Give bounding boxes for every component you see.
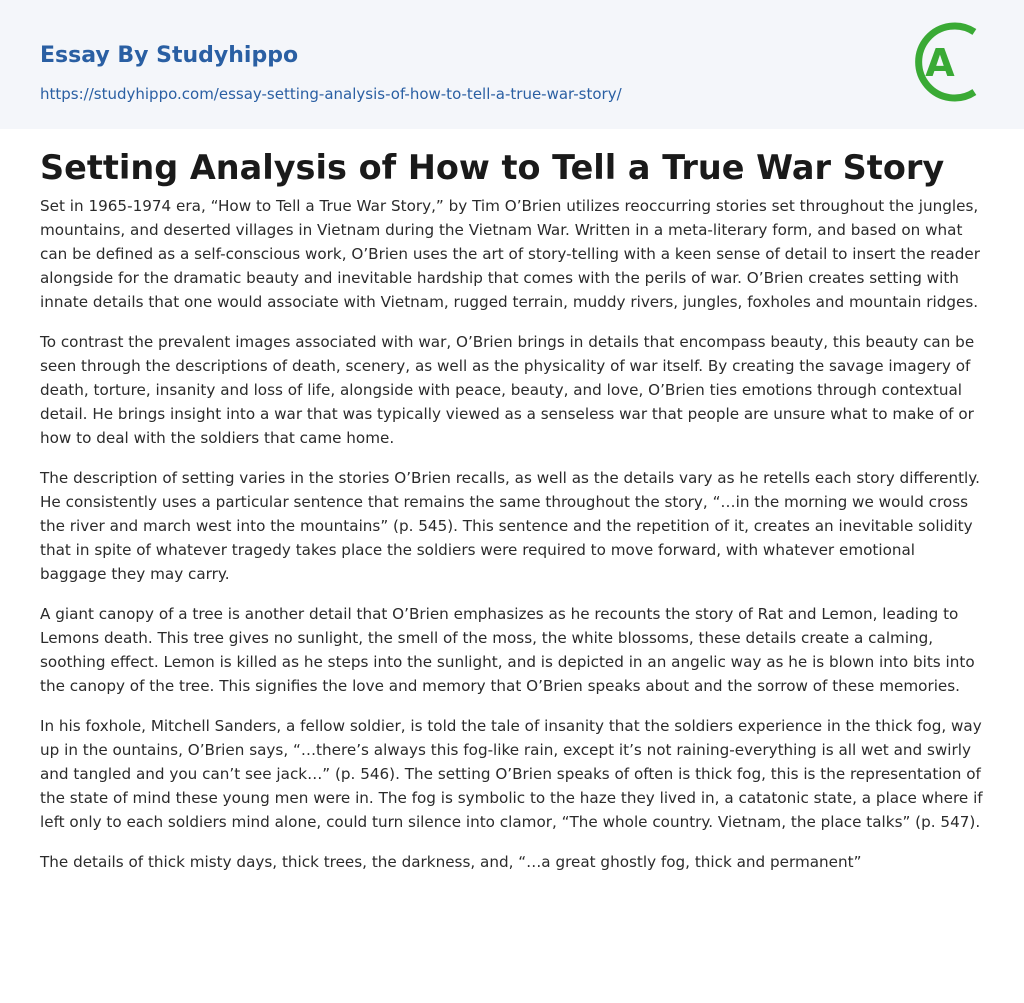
- article-paragraph: In his foxhole, Mitchell Sanders, a fellow soldier, is told the tale of insanity that the soldiers experience in the thick fog, way up in the ountains, O’Brien says, “…there’s always this fog-like rain, except it’s not raining-everything is all wet and swirly and tangled and you can’t see jack…” (p. 546). The setting O’Brien speaks of often is thick fog, this is the representation of the state of mind these young men were in. The fog is symbolic to the haze they lived in, a catatonic state, a place where if left only to each soldiers mind alone, could turn silence into clamor, “The whole country. Vietnam, the place talks” (p. 547).: [40, 717, 983, 831]
- site-header: [0, 0, 1024, 129]
- site-name[interactable]: Essay By Studyhippo: [40, 43, 299, 68]
- logo-letter: A: [925, 41, 955, 85]
- article-paragraph: The description of setting varies in the stories O’Brien recalls, as well as the details vary as he retells each story differently. He consistently uses a particular sentence that remains the same throughout the story, “…in the morning we would cross the river and march west into the mountains” (p. 545). This sentence and the repetition of it, creates an inevitable solidity that in spite of whatever tragedy takes place the soldiers were required to move forward, with whatever emotional baggage they may carry.: [40, 469, 980, 583]
- article-body: [0, 129, 1024, 874]
- article-paragraph: Set in 1965-1974 era, “How to Tell a True War Story,” by Tim O’Brien utilizes reoccurring stories set throughout the jungles, mountains, and deserted villages in Vietnam during the Vietnam War. Written in a meta-literary form, and based on what can be defined as a self-conscious work, O’Brien uses the art of story-telling with a keen sense of detail to insert the reader alongside for the dramatic beauty and inevitable hardship that comes with the perils of war. O’Brien creates setting with innate details that one would associate with Vietnam, rugged terrain, muddy rivers, jungles, foxholes and mountain ridges.: [40, 197, 980, 311]
- article-title: Setting Analysis of How to Tell a True War Story: [40, 148, 945, 187]
- article-paragraph: A giant canopy of a tree is another detail that O’Brien emphasizes as he recounts the story of Rat and Lemon, leading to Lemons death. This tree gives no sunlight, the smell of the moss, the white blossoms, these details create a calming, soothing effect. Lemon is killed as he steps into the sunlight, and is depicted in an angelic way as he is blown into bits into the canopy of the tree. This signifies the love and memory that O’Brien speaks about and the sorrow of these memories.: [40, 605, 975, 695]
- article-paragraph: To contrast the prevalent images associated with war, O’Brien brings in details that encompass beauty, this beauty can be seen through the descriptions of death, scenery, as well as the physicality of war itself. By creating the savage imagery of death, torture, insanity and loss of life, alongside with peace, beauty, and love, O’Brien ties emotions through contextual detail. He brings insight into a war that was typically viewed as a senseless war that people are unsure what to make of or how to deal with the soldiers that came home.: [40, 333, 975, 447]
- studyhippo-logo-icon[interactable]: [912, 19, 988, 105]
- article-paragraph: The details of thick misty days, thick trees, the darkness, and, “…a great ghostly fog, thick and permanent”: [40, 853, 862, 871]
- article-url-link[interactable]: https://studyhippo.com/essay-setting-analysis-of-how-to-tell-a-true-war-story/: [40, 85, 622, 103]
